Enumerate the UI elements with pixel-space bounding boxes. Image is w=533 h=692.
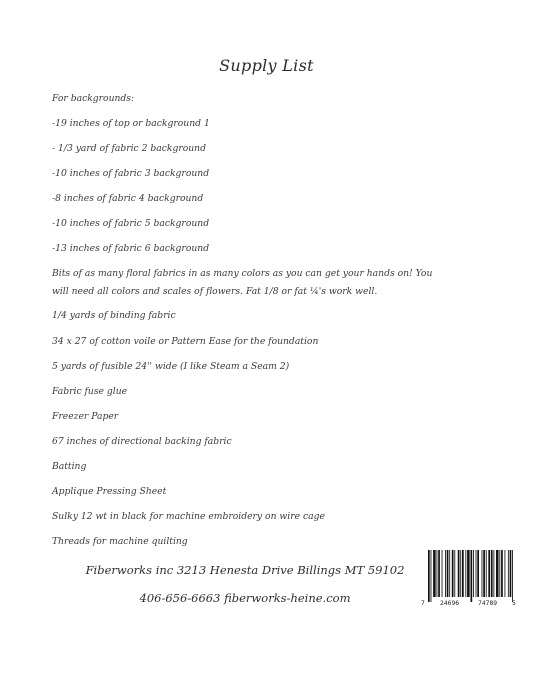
- list-item: 67 inches of directional backing fabric: [52, 436, 232, 447]
- list-item: -19 inches of top or background 1: [52, 118, 210, 129]
- list-item: For backgrounds:: [52, 93, 135, 104]
- barcode-graphic: [425, 550, 517, 602]
- list-item: Batting: [52, 461, 87, 472]
- list-item: Sulky 12 wt in black for machine embroidery on wire cage: [52, 511, 325, 522]
- barcode-digit-right: 5: [512, 600, 516, 607]
- list-item: -10 inches of fabric 5 background: [52, 218, 210, 229]
- list-item: Fabric fuse glue: [52, 386, 128, 397]
- list-item: Freezer Paper: [52, 411, 119, 422]
- list-item: - 1/3 yard of fabric 2 background: [52, 143, 206, 154]
- list-item: -13 inches of fabric 6 background: [52, 243, 210, 254]
- barcode-digit-left: 7: [421, 600, 425, 607]
- list-item: 1/4 yards of binding fabric: [52, 310, 176, 321]
- list-item: Threads for machine quilting: [52, 536, 188, 547]
- footer-address: Fiberworks inc 3213 Henesta Drive Billings MT 59102: [85, 563, 405, 577]
- list-item: -10 inches of fabric 3 background: [52, 168, 210, 179]
- barcode-digits-group-1: 24696: [440, 600, 460, 607]
- list-item: will need all colors and scales of flowers. Fat 1/8 or fat ¼'s work well.: [52, 286, 378, 297]
- list-item: -8 inches of fabric 4 background: [52, 193, 204, 204]
- list-item: Applique Pressing Sheet: [52, 486, 167, 497]
- footer-contact: 406-656-6663 fiberworks-heine.com: [139, 591, 351, 605]
- list-item: 5 yards of fusible 24'' wide (I like Steam a Seam 2): [52, 361, 290, 372]
- list-item: 34 x 27 of cotton voile or Pattern Ease for the foundation: [52, 336, 319, 347]
- barcode-digits-group-2: 74789: [478, 600, 498, 607]
- page-title: Supply List: [219, 56, 314, 75]
- list-item: Bits of as many floral fabrics in as many colors as you can get your hands on! You: [52, 268, 433, 279]
